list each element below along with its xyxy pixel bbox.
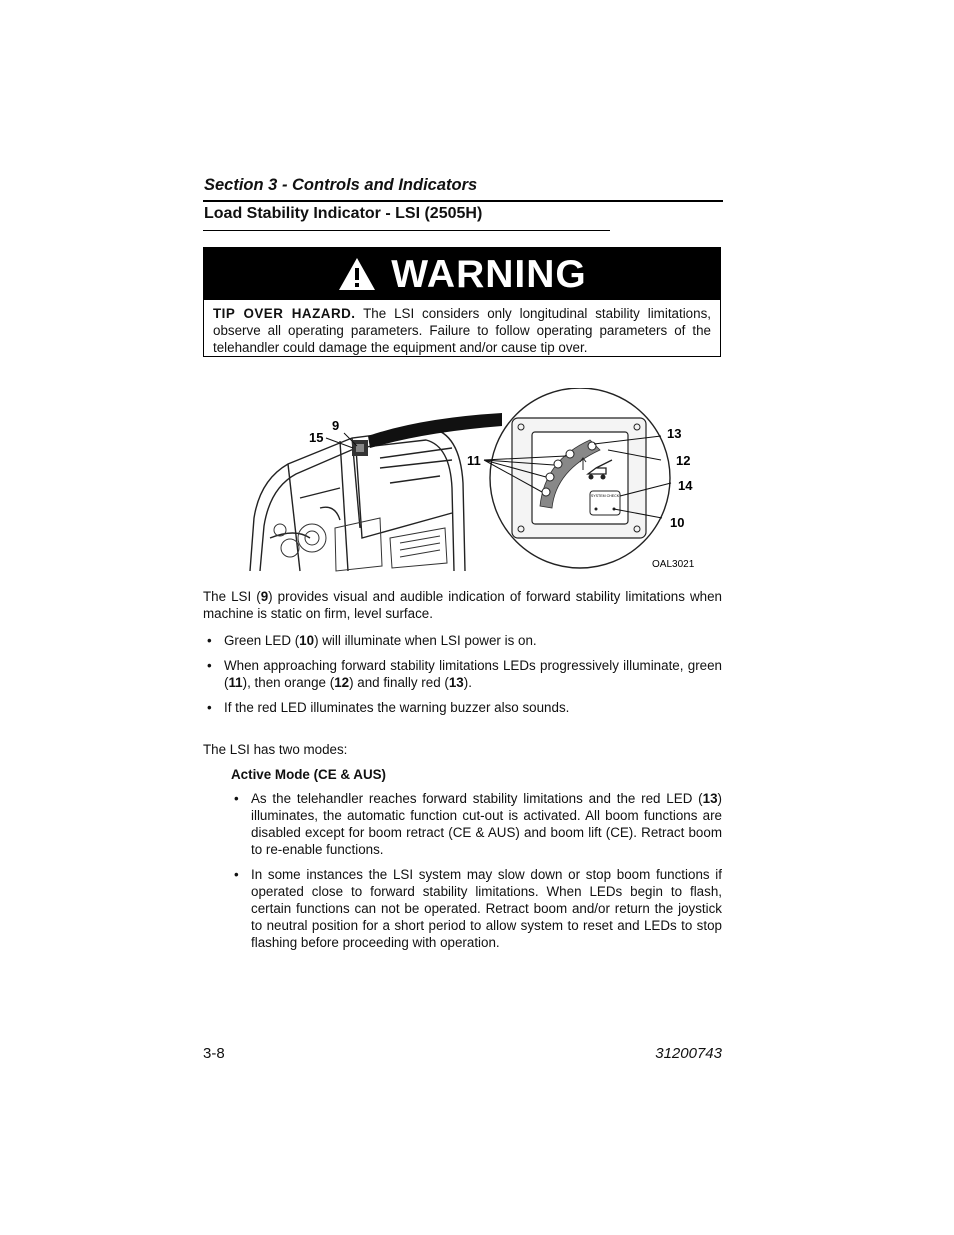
callout-14: 14 xyxy=(678,478,693,493)
bullet-text: ) will illuminate when LSI power is on. xyxy=(314,633,537,648)
figure-code: OAL3021 xyxy=(652,559,695,570)
bullet-text: ), then orange ( xyxy=(242,675,335,690)
warning-lead: TIP OVER HAZARD. xyxy=(213,306,356,321)
active-mode-title: Active Mode (CE & AUS) xyxy=(231,767,386,782)
lsi-figure xyxy=(240,388,700,574)
bullet-text: Green LED ( xyxy=(224,633,300,648)
bullet-ref: 12 xyxy=(334,675,350,690)
warning-body: The LSI considers only longitudinal stability limitations, observe all operating parameters. Failure to follow operating parameters of the telehandler could damage the equipment and/or cause tip over. xyxy=(213,306,711,355)
subsection-title: Load Stability Indicator - LSI (2505H) xyxy=(204,205,483,222)
warning-banner xyxy=(204,248,720,300)
bullet-text: ). xyxy=(463,675,472,690)
page-number: 3-8 xyxy=(203,1045,225,1062)
intro-text-2: ) provides visual and audible indication of forward stability limitations when machine is static on firm, level surface. xyxy=(203,589,722,621)
bullet-ref: 13 xyxy=(448,675,464,690)
bullet-text: When approaching forward stability limitations LEDs progressively illuminate, green ( xyxy=(224,658,722,690)
intro-paragraph xyxy=(203,588,722,622)
list-item xyxy=(203,632,722,649)
list-item xyxy=(203,699,722,716)
bullet-text: ) and finally red ( xyxy=(349,675,449,690)
callout-10: 10 xyxy=(670,515,685,530)
warning-box xyxy=(203,247,721,357)
section-divider xyxy=(203,200,723,202)
callout-15: 15 xyxy=(309,430,324,445)
intro-ref-9: 9 xyxy=(260,589,269,604)
bullet-text: In some instances the LSI system may slow down or stop boom functions if operated close to forward stability limitations. When LEDs begin to flash, certain functions can not be operated. Retract boom and/or return the joystick to neutral position for a short period to allow system to reset and LEDs to stop flashing before proceeding with operation. xyxy=(251,867,722,950)
warning-heading: WARNING xyxy=(391,252,587,296)
bullet-ref: 10 xyxy=(299,633,315,648)
warning-text xyxy=(204,300,720,356)
system-check-label: SYSTEM CHECK xyxy=(590,494,620,498)
warning-triangle-icon xyxy=(337,256,377,292)
callout-13: 13 xyxy=(667,426,682,441)
bullet-text: As the telehandler reaches forward stability limitations and the red LED ( xyxy=(251,791,703,806)
bullet-ref: 11 xyxy=(228,675,243,690)
led-bullet-list xyxy=(203,632,722,724)
modes-intro: The LSI has two modes: xyxy=(203,742,348,757)
subsection-divider xyxy=(203,230,610,231)
list-item xyxy=(230,866,722,951)
list-item xyxy=(230,790,722,858)
callout-12: 12 xyxy=(676,453,691,468)
active-mode-bullet-list xyxy=(230,790,722,959)
callout-9: 9 xyxy=(332,418,340,433)
lsi-illustration xyxy=(240,388,700,574)
intro-text-1: The LSI ( xyxy=(203,589,261,604)
bullet-text: ) illuminates, the automatic function cut-out is activated. All boom functions are disabled except for boom retract (CE & AUS) and boom lift (CE). Retract boom to re-enable functions. xyxy=(251,791,722,857)
list-item xyxy=(203,657,722,691)
bullet-ref: 13 xyxy=(702,791,718,806)
bullet-text: If the red LED illuminates the warning buzzer also sounds. xyxy=(224,700,570,715)
callout-11: 11 xyxy=(467,453,481,468)
document-number: 31200743 xyxy=(655,1045,722,1062)
section-title: Section 3 - Controls and Indicators xyxy=(204,176,478,194)
